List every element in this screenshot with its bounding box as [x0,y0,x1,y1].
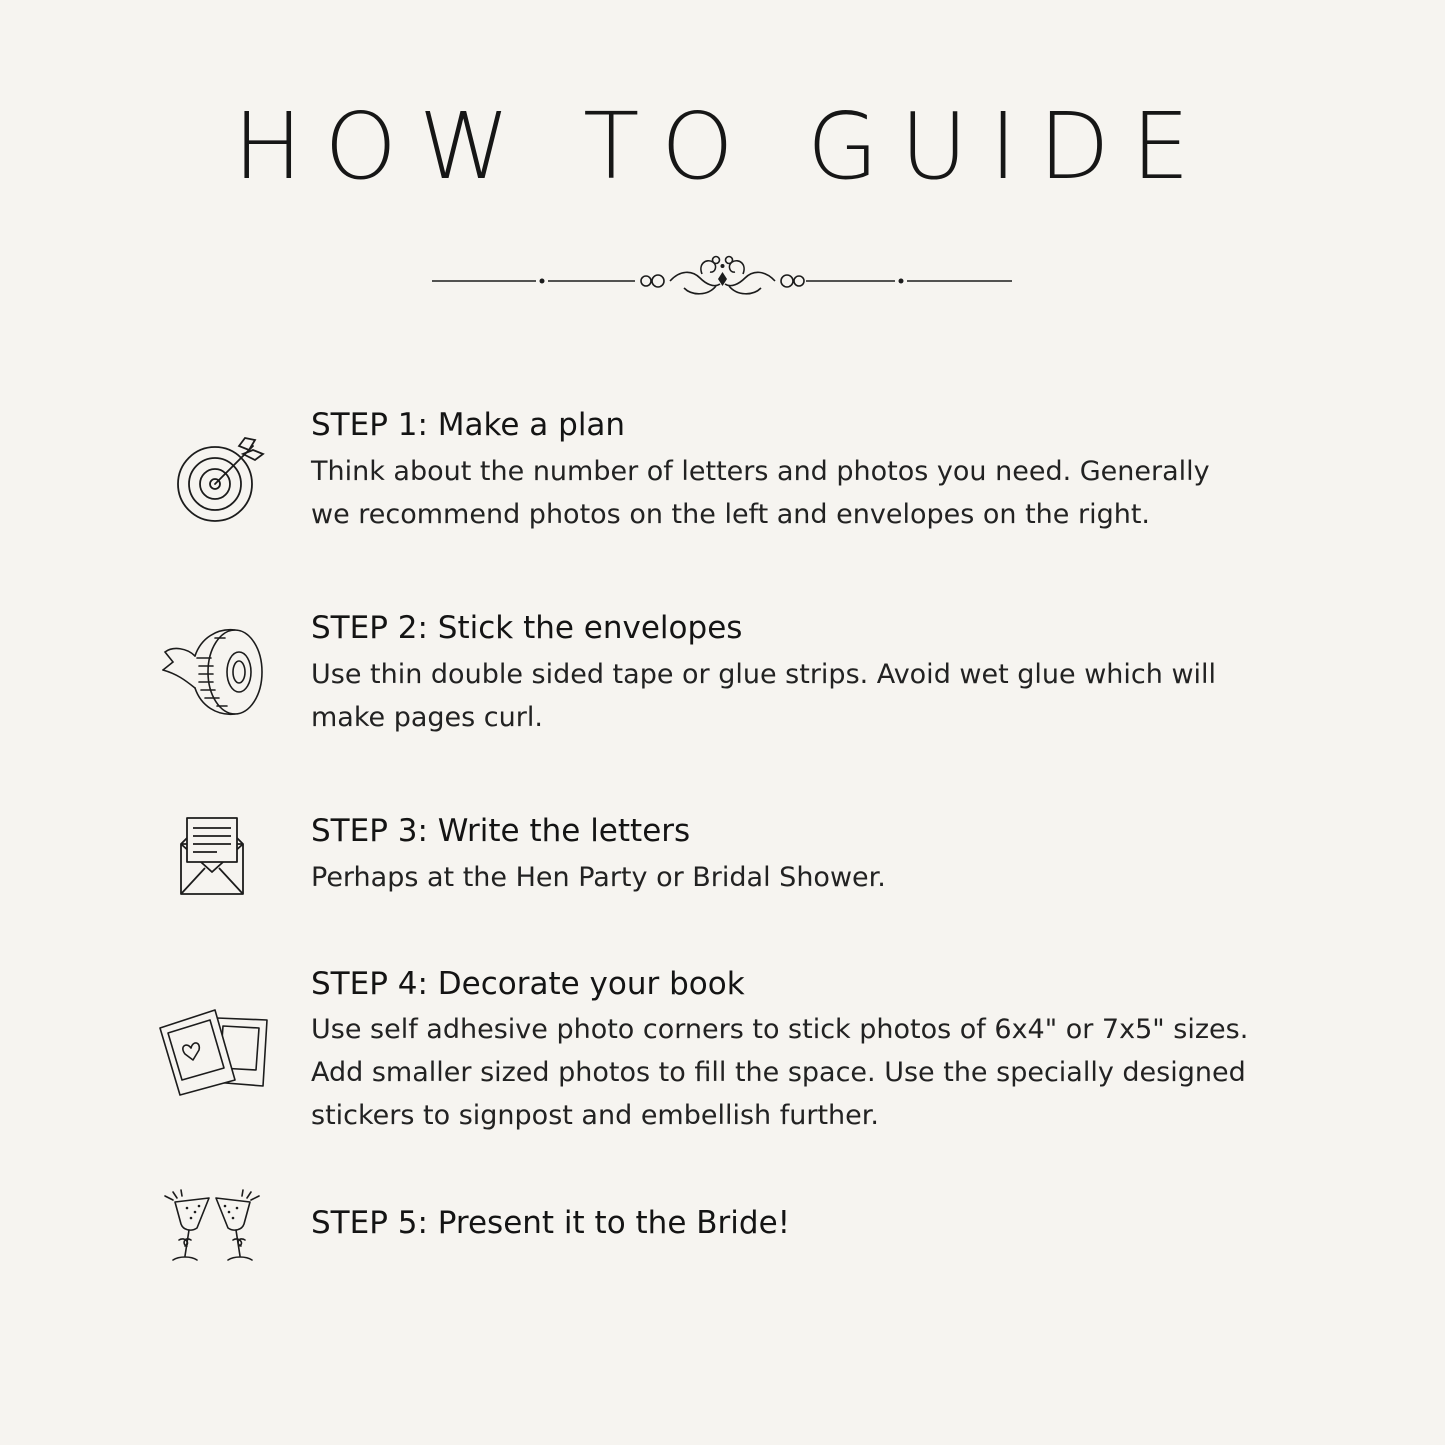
step-heading: STEP 3: Write the letters [311,813,691,849]
step-description [311,856,1271,899]
description-line: Use self adhesive photo corners to stick photos of 6x4" or 7x5" sizes. [311,1014,1249,1045]
description-line: Think about the number of letters and photos you need. Generally [311,456,1210,487]
step-heading: STEP 5: Present it to the Bride! [311,1205,791,1241]
description-line: Add smaller sized photos to fill the space. Use the specially designed [311,1057,1246,1088]
page-title: HOW TO GUIDE [233,93,1212,200]
step-heading: STEP 4: Decorate your book [311,966,745,1002]
polaroid-photos-icon [155,1000,270,1100]
description-line: we recommend photos on the left and envelopes on the right. [311,499,1150,530]
step-heading: STEP 1: Make a plan [311,407,626,443]
champagne-toast-icon [155,1186,270,1286]
tape-roll-icon [155,622,270,722]
description-line: Use thin double sided tape or glue strips. Avoid wet glue which will [311,659,1217,690]
step-heading: STEP 2: Stick the envelopes [311,610,743,646]
step-description [311,450,1271,536]
description-line: stickers to signpost and embellish further. [311,1100,879,1131]
ornamental-divider-icon [430,248,1015,308]
step-description [311,653,1271,739]
description-line: make pages curl. [311,702,543,733]
envelope-letter-icon [155,810,270,910]
target-arrow-icon [155,432,270,532]
description-line: Perhaps at the Hen Party or Bridal Shower. [311,862,886,893]
step-description [311,1008,1271,1137]
